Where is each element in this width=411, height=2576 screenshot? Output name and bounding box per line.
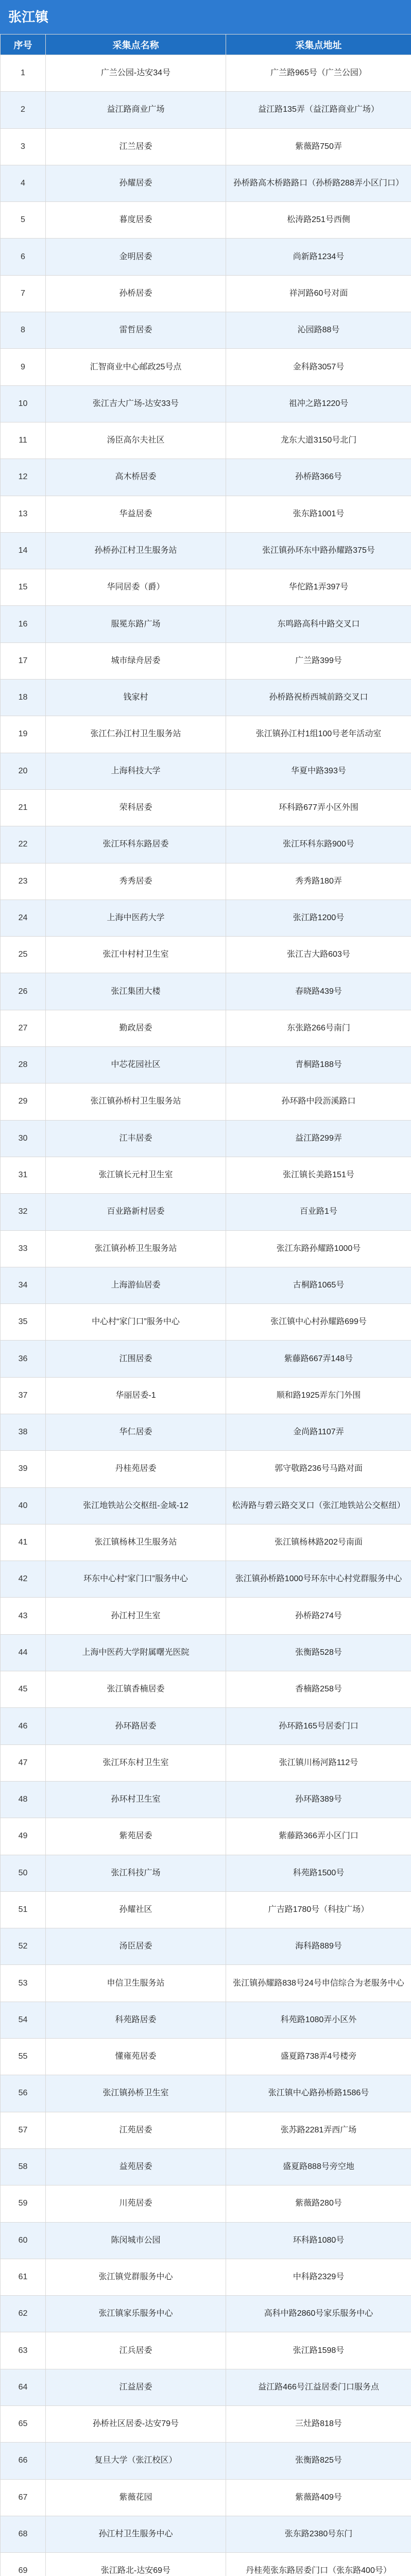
row-name: 汤臣高尔夫社区	[46, 422, 226, 459]
row-address: 百业路1号	[226, 1194, 411, 1230]
table-row	[1, 275, 411, 312]
row-address: 张苏路2281弄西广场	[226, 2112, 411, 2148]
row-name: 华同居委（爵）	[46, 569, 226, 606]
table-row	[1, 1304, 411, 1341]
row-address: 祖冲之路1220号	[226, 385, 411, 422]
table-row	[1, 1377, 411, 1414]
row-number: 50	[1, 1855, 46, 1891]
row-number: 5	[1, 202, 46, 239]
row-name: 汇智商业中心邮政25号点	[46, 349, 226, 385]
table-row	[1, 680, 411, 716]
row-number: 12	[1, 459, 46, 496]
table-header	[1, 35, 411, 55]
row-number: 38	[1, 1414, 46, 1450]
table-row	[1, 55, 411, 92]
row-address: 益江路135弄（益江路商业广场）	[226, 92, 411, 128]
row-number: 69	[1, 2553, 46, 2576]
row-number: 7	[1, 275, 46, 312]
row-address: 孙桥路高木桥路路口（孙桥路288弄小区门口）	[226, 165, 411, 201]
row-name: 孙江村卫生服务中心	[46, 2516, 226, 2552]
page-title: 张江镇	[0, 0, 411, 34]
row-number: 51	[1, 1891, 46, 1928]
row-name: 荣科居委	[46, 789, 226, 826]
row-name: 高木桥居委	[46, 459, 226, 496]
row-name: 川苑居委	[46, 2185, 226, 2222]
row-number: 64	[1, 2369, 46, 2405]
row-number: 68	[1, 2516, 46, 2552]
row-name: 科苑路居委	[46, 2002, 226, 2038]
row-number: 33	[1, 1230, 46, 1267]
row-name: 张江镇孙桥卫生室	[46, 2075, 226, 2112]
row-name: 江益居委	[46, 2369, 226, 2405]
table-row	[1, 2296, 411, 2332]
row-address: 张江镇孙环东中路孙耀路375号	[226, 532, 411, 569]
table-row	[1, 312, 411, 349]
row-address: 东鸣路高科中路交叉口	[226, 606, 411, 642]
table-row	[1, 1781, 411, 1818]
table-row	[1, 716, 411, 753]
table-row	[1, 2148, 411, 2185]
row-name: 上海科技大学	[46, 753, 226, 789]
table-row	[1, 2406, 411, 2443]
row-address: 华夏中路393号	[226, 753, 411, 789]
table-row	[1, 459, 411, 496]
row-number: 24	[1, 900, 46, 936]
row-address: 青桐路188号	[226, 1047, 411, 1083]
row-name: 上海中医药大学附属曙光医院	[46, 1634, 226, 1671]
row-address: 古桐路1065号	[226, 1267, 411, 1303]
table-row	[1, 2332, 411, 2369]
row-number: 4	[1, 165, 46, 201]
table-row	[1, 2002, 411, 2038]
row-address: 中科路2329号	[226, 2259, 411, 2295]
header-name: 采集点名称	[46, 35, 226, 55]
table-row	[1, 92, 411, 128]
row-number: 2	[1, 92, 46, 128]
row-address: 孙环路165号居委门口	[226, 1708, 411, 1744]
row-address: 广兰路399号	[226, 642, 411, 679]
row-address: 祥河路60号对面	[226, 275, 411, 312]
table-row	[1, 1487, 411, 1524]
row-name: 张江地铁站公交枢纽-金域-12	[46, 1487, 226, 1524]
row-name: 钱家村	[46, 680, 226, 716]
row-name: 益江路商业广场	[46, 92, 226, 128]
table-row	[1, 1267, 411, 1303]
row-number: 59	[1, 2185, 46, 2222]
table-row	[1, 1855, 411, 1891]
table-row	[1, 128, 411, 165]
row-address: 东张路266号南门	[226, 1010, 411, 1046]
row-name: 张江科技广场	[46, 1855, 226, 1891]
table-row	[1, 1671, 411, 1708]
row-number: 62	[1, 2296, 46, 2332]
row-address: 紫薇路750弄	[226, 128, 411, 165]
row-number: 13	[1, 496, 46, 532]
row-number: 15	[1, 569, 46, 606]
row-address: 紫薇路409号	[226, 2479, 411, 2516]
row-address: 华佗路1弄397号	[226, 569, 411, 606]
table-row	[1, 2185, 411, 2222]
row-name: 张江镇长元村卫生室	[46, 1157, 226, 1193]
row-name: 华丽居委-1	[46, 1377, 226, 1414]
row-address: 郭守敬路236号马路对面	[226, 1451, 411, 1487]
row-name: 复旦大学（张江校区）	[46, 2443, 226, 2479]
row-number: 10	[1, 385, 46, 422]
row-number: 29	[1, 1083, 46, 1120]
table-row	[1, 1818, 411, 1855]
table-row	[1, 642, 411, 679]
table-row	[1, 2075, 411, 2112]
row-name: 张江镇杨林卫生服务站	[46, 1524, 226, 1561]
table-row	[1, 1524, 411, 1561]
table-row	[1, 1928, 411, 1965]
row-name: 服冕东路广场	[46, 606, 226, 642]
row-number: 40	[1, 1487, 46, 1524]
row-address: 紫藤路366弄小区门口	[226, 1818, 411, 1855]
row-number: 42	[1, 1561, 46, 1598]
row-name: 金明居委	[46, 239, 226, 275]
table-row	[1, 349, 411, 385]
row-number: 48	[1, 1781, 46, 1818]
collection-point-table	[0, 34, 411, 2576]
table-row	[1, 937, 411, 973]
row-number: 14	[1, 532, 46, 569]
row-address: 顺和路1925弄东门外围	[226, 1377, 411, 1414]
row-number: 49	[1, 1818, 46, 1855]
row-name: 陈闵城市公园	[46, 2222, 226, 2259]
row-number: 46	[1, 1708, 46, 1744]
row-address: 张江镇杨林路202号南面	[226, 1524, 411, 1561]
row-address: 张江东路孙耀路1000号	[226, 1230, 411, 1267]
row-address: 盛夏路738弄4号楼旁	[226, 2039, 411, 2075]
row-name: 懂雍苑居委	[46, 2039, 226, 2075]
table-row	[1, 239, 411, 275]
row-name: 秀秀居委	[46, 863, 226, 900]
row-name: 华仁居委	[46, 1414, 226, 1450]
row-number: 54	[1, 2002, 46, 2038]
table-row	[1, 2222, 411, 2259]
row-name: 环东中心村“家门口”服务中心	[46, 1561, 226, 1598]
row-name: 紫薇花园	[46, 2479, 226, 2516]
row-address: 紫藤路667弄148号	[226, 1341, 411, 1377]
table-row	[1, 2516, 411, 2552]
row-number: 8	[1, 312, 46, 349]
header-address: 采集点地址	[226, 35, 411, 55]
row-number: 26	[1, 973, 46, 1010]
row-address: 高科中路2860号家乐服务中心	[226, 2296, 411, 2332]
row-number: 66	[1, 2443, 46, 2479]
row-address: 科苑路1500号	[226, 1855, 411, 1891]
row-name: 益苑居委	[46, 2148, 226, 2185]
table-row	[1, 2553, 411, 2576]
table-row	[1, 1451, 411, 1487]
row-name: 华益居委	[46, 496, 226, 532]
table-row	[1, 1561, 411, 1598]
row-name: 城市绿舟居委	[46, 642, 226, 679]
row-name: 广兰公园-达安34号	[46, 55, 226, 92]
row-number: 28	[1, 1047, 46, 1083]
row-address: 张江路1200号	[226, 900, 411, 936]
row-name: 张江环科东路居委	[46, 826, 226, 863]
table-body	[1, 55, 411, 2576]
row-number: 25	[1, 937, 46, 973]
table-row	[1, 1965, 411, 2002]
row-number: 1	[1, 55, 46, 92]
row-name: 紫苑居委	[46, 1818, 226, 1855]
row-address: 松涛路251号西侧	[226, 202, 411, 239]
row-name: 百业路新村居委	[46, 1194, 226, 1230]
table-row	[1, 385, 411, 422]
row-name: 江围居委	[46, 1341, 226, 1377]
row-name: 暮度居委	[46, 202, 226, 239]
table-row	[1, 1010, 411, 1046]
row-name: 张江镇香楠居委	[46, 1671, 226, 1708]
row-number: 53	[1, 1965, 46, 2002]
row-name: 中心村“家门口”服务中心	[46, 1304, 226, 1341]
row-name: 上海游仙居委	[46, 1267, 226, 1303]
row-name: 孙桥孙江村卫生服务站	[46, 532, 226, 569]
row-number: 19	[1, 716, 46, 753]
table-row	[1, 2259, 411, 2295]
row-address: 益江路466号江益居委门口服务点	[226, 2369, 411, 2405]
row-address: 孙环路389号	[226, 1781, 411, 1818]
row-name: 汤臣居委	[46, 1928, 226, 1965]
table-row	[1, 2479, 411, 2516]
row-address: 张衡路825号	[226, 2443, 411, 2479]
table-row	[1, 1341, 411, 1377]
row-name: 张江吉大广场-达安33号	[46, 385, 226, 422]
row-number: 36	[1, 1341, 46, 1377]
row-address: 秀秀路180弄	[226, 863, 411, 900]
table-row	[1, 2443, 411, 2479]
row-name: 张江中村村卫生室	[46, 937, 226, 973]
table-row	[1, 2369, 411, 2405]
row-address: 三灶路818号	[226, 2406, 411, 2443]
row-name: 孙桥社区居委-达安79号	[46, 2406, 226, 2443]
row-name: 上海中医药大学	[46, 900, 226, 936]
table-row	[1, 1598, 411, 1634]
row-address: 金尚路1107弄	[226, 1414, 411, 1450]
row-name: 孙环路居委	[46, 1708, 226, 1744]
row-number: 3	[1, 128, 46, 165]
table-row	[1, 1634, 411, 1671]
row-address: 松涛路与碧云路交叉口（张江地铁站公交枢纽）	[226, 1487, 411, 1524]
row-address: 张江镇中心村孙耀路699号	[226, 1304, 411, 1341]
row-number: 27	[1, 1010, 46, 1046]
table-row	[1, 1120, 411, 1157]
row-number: 63	[1, 2332, 46, 2369]
row-name: 江兰居委	[46, 128, 226, 165]
row-address: 张东路1001号	[226, 496, 411, 532]
row-address: 龙东大道3150号北门	[226, 422, 411, 459]
table-row	[1, 863, 411, 900]
row-address: 沁园路88号	[226, 312, 411, 349]
table-row	[1, 1891, 411, 1928]
row-number: 21	[1, 789, 46, 826]
table-row	[1, 973, 411, 1010]
row-address: 益江路299弄	[226, 1120, 411, 1157]
row-name: 勤政居委	[46, 1010, 226, 1046]
row-number: 16	[1, 606, 46, 642]
row-number: 56	[1, 2075, 46, 2112]
table-row	[1, 165, 411, 201]
row-address: 张江镇孙耀路838号24号申信综合为老服务中心	[226, 1965, 411, 2002]
row-number: 34	[1, 1267, 46, 1303]
row-name: 江苑居委	[46, 2112, 226, 2148]
row-number: 57	[1, 2112, 46, 2148]
row-number: 67	[1, 2479, 46, 2516]
row-address: 广吉路1780号（科技广场）	[226, 1891, 411, 1928]
row-name: 中芯花园社区	[46, 1047, 226, 1083]
row-number: 20	[1, 753, 46, 789]
row-address: 张江镇中心路孙桥路1586号	[226, 2075, 411, 2112]
row-number: 30	[1, 1120, 46, 1157]
header-no: 序号	[1, 35, 46, 55]
table-row	[1, 606, 411, 642]
row-name: 张江环东村卫生室	[46, 1744, 226, 1781]
table-row	[1, 1744, 411, 1781]
row-address: 金科路3057号	[226, 349, 411, 385]
row-name: 孙环村卫生室	[46, 1781, 226, 1818]
row-address: 环科路677弄小区外围	[226, 789, 411, 826]
row-name: 孙耀社区	[46, 1891, 226, 1928]
row-number: 52	[1, 1928, 46, 1965]
table-row	[1, 900, 411, 936]
table-row	[1, 826, 411, 863]
row-address: 孙桥路366号	[226, 459, 411, 496]
row-address: 孙桥路祝桥西城前路交叉口	[226, 680, 411, 716]
row-name: 张江镇孙桥卫生服务站	[46, 1230, 226, 1267]
row-name: 张江仁孙江村卫生服务站	[46, 716, 226, 753]
table-row	[1, 1194, 411, 1230]
row-name: 张江镇孙桥村卫生服务站	[46, 1083, 226, 1120]
row-name: 张江镇家乐服务中心	[46, 2296, 226, 2332]
row-number: 22	[1, 826, 46, 863]
row-number: 45	[1, 1671, 46, 1708]
row-name: 孙江村卫生室	[46, 1598, 226, 1634]
row-number: 32	[1, 1194, 46, 1230]
row-address: 张江镇长美路151号	[226, 1157, 411, 1193]
table-row	[1, 496, 411, 532]
row-number: 31	[1, 1157, 46, 1193]
row-name: 申信卫生服务站	[46, 1965, 226, 2002]
table-row	[1, 1083, 411, 1120]
table-row	[1, 1157, 411, 1193]
row-name: 孙桥居委	[46, 275, 226, 312]
table-row	[1, 1708, 411, 1744]
row-number: 47	[1, 1744, 46, 1781]
table-row	[1, 532, 411, 569]
row-address: 尚新路1234号	[226, 239, 411, 275]
row-name: 雷哲居委	[46, 312, 226, 349]
table-row	[1, 789, 411, 826]
row-name: 张江路北-达安69号	[46, 2553, 226, 2576]
row-address: 环科路1080号	[226, 2222, 411, 2259]
row-address: 张江镇川杨河路112号	[226, 1744, 411, 1781]
row-number: 18	[1, 680, 46, 716]
row-name: 丹桂苑居委	[46, 1451, 226, 1487]
table-row	[1, 2112, 411, 2148]
table-row	[1, 2039, 411, 2075]
table-row	[1, 422, 411, 459]
row-number: 44	[1, 1634, 46, 1671]
table-row	[1, 1414, 411, 1450]
row-address: 科苑路1080弄小区外	[226, 2002, 411, 2038]
row-address: 香楠路258号	[226, 1671, 411, 1708]
row-name: 孙耀居委	[46, 165, 226, 201]
row-name: 江丰居委	[46, 1120, 226, 1157]
row-number: 41	[1, 1524, 46, 1561]
row-number: 17	[1, 642, 46, 679]
table-row	[1, 1047, 411, 1083]
row-number: 58	[1, 2148, 46, 2185]
row-address: 孙环路中段沥溪路口	[226, 1083, 411, 1120]
row-name: 张江集团大楼	[46, 973, 226, 1010]
row-number: 11	[1, 422, 46, 459]
table-row	[1, 1230, 411, 1267]
row-address: 丹桂苑张东路居委门口（张东路400号）	[226, 2553, 411, 2576]
row-address: 张江镇孙桥路1000号环东中心村党群服务中心	[226, 1561, 411, 1598]
row-number: 61	[1, 2259, 46, 2295]
row-address: 春晓路439号	[226, 973, 411, 1010]
row-address: 广兰路965号（广兰公园）	[226, 55, 411, 92]
row-number: 60	[1, 2222, 46, 2259]
row-address: 海科路889号	[226, 1928, 411, 1965]
table-row	[1, 569, 411, 606]
row-number: 23	[1, 863, 46, 900]
row-address: 盛夏路888号旁空地	[226, 2148, 411, 2185]
row-address: 紫薇路280号	[226, 2185, 411, 2222]
row-number: 39	[1, 1451, 46, 1487]
row-number: 37	[1, 1377, 46, 1414]
row-address: 张东路2380号东门	[226, 2516, 411, 2552]
table-row	[1, 202, 411, 239]
row-number: 55	[1, 2039, 46, 2075]
row-number: 65	[1, 2406, 46, 2443]
row-number: 35	[1, 1304, 46, 1341]
row-address: 张江镇孙江村1组100号老年活动室	[226, 716, 411, 753]
row-name: 江兵居委	[46, 2332, 226, 2369]
row-name: 张江镇党群服务中心	[46, 2259, 226, 2295]
row-address: 张衡路528号	[226, 1634, 411, 1671]
row-number: 9	[1, 349, 46, 385]
row-address: 张江路1598号	[226, 2332, 411, 2369]
row-address: 孙桥路274号	[226, 1598, 411, 1634]
table-row	[1, 753, 411, 789]
row-number: 43	[1, 1598, 46, 1634]
row-number: 6	[1, 239, 46, 275]
row-address: 张江环科东路900号	[226, 826, 411, 863]
row-address: 张江吉大路603号	[226, 937, 411, 973]
